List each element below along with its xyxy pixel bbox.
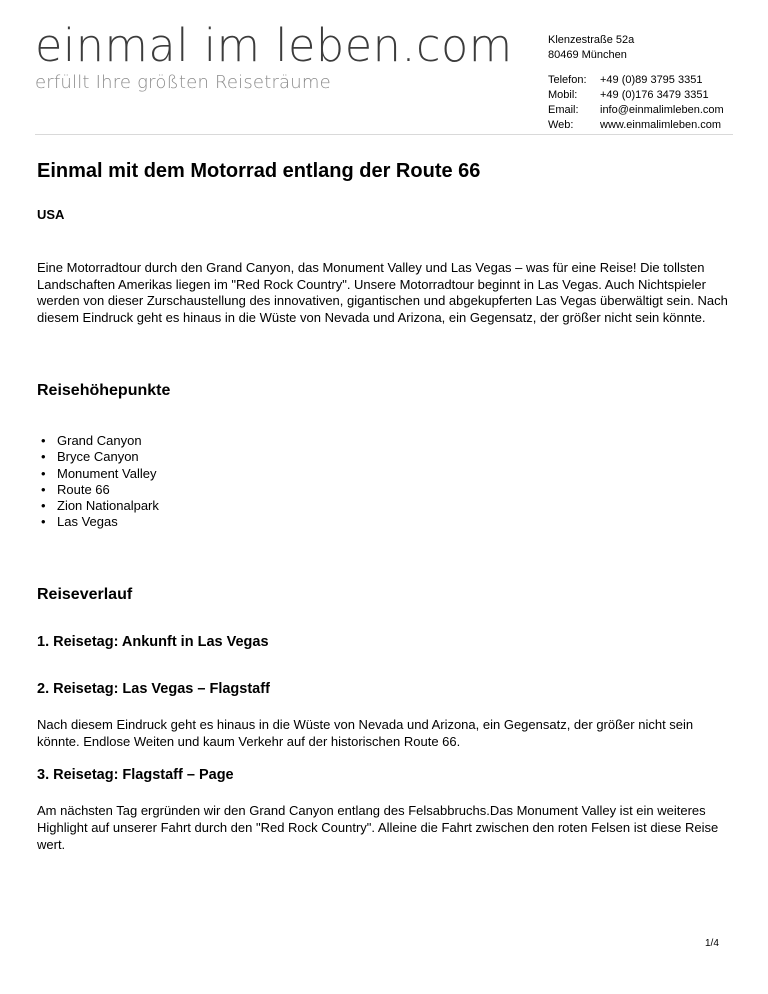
address-street: Klenzestraße 52a	[548, 34, 635, 46]
page-title: Einmal mit dem Motorrad entlang der Route 66	[37, 160, 481, 182]
list-item	[37, 514, 733, 530]
day-3-text: Am nächsten Tag ergründen wir den Grand Canyon entlang des Felsabbruchs.Das Monument Valley ist ein weiteres Highlight auf unserer Fahrt durch den "Red Rock Country". Alleine die Fahrt zwischen den roten Felsen ist diese Reise wert.	[37, 802, 719, 852]
list-item-label: Las Vegas	[57, 514, 118, 530]
list-item-label: Route 66	[57, 481, 110, 497]
contact-label: Mobil:	[548, 89, 578, 101]
contact-block	[548, 73, 724, 133]
itinerary-heading: Reiseverlauf	[37, 585, 133, 603]
contact-value: info@einmalimleben.com	[600, 104, 724, 116]
day-2-heading: 2. Reisetag: Las Vegas – Flagstaff	[37, 680, 270, 697]
bullet-icon: •	[41, 465, 46, 481]
header-divider	[35, 134, 733, 135]
list-item	[37, 482, 733, 498]
highlights-heading: Reisehöhepunkte	[37, 382, 171, 399]
list-item	[37, 449, 733, 465]
list-item-label: Zion Nationalpark	[57, 498, 159, 514]
company-logo	[35, 19, 515, 94]
bullet-icon: •	[41, 481, 46, 497]
contact-phone	[548, 73, 724, 88]
contact-value: +49 (0)89 3795 3351	[600, 74, 703, 86]
bullet-icon: •	[41, 514, 46, 530]
document-body	[37, 158, 733, 853]
bullet-icon: •	[41, 449, 46, 465]
logo-subtitle: erfüllt Ihre größten Reiseträume	[35, 72, 331, 93]
day-2-text: Nach diesem Eindruck geht es hinaus in die Wüste von Nevada und Arizona, ein Gegensatz, der größer nicht sein könnte. Endlose Weiten und kaum Verkehr auf der historischen Route 66.	[37, 716, 694, 749]
contact-value: www.einmalimleben.com	[600, 119, 722, 131]
day-1-heading: 1. Reisetag: Ankunft in Las Vegas	[37, 633, 269, 650]
list-item	[37, 498, 733, 514]
list-item	[37, 466, 733, 482]
address-city: 80469 München	[548, 49, 627, 61]
company-address	[548, 33, 634, 63]
intro-paragraph: Eine Motorradtour durch den Grand Canyon, das Monument Valley und Las Vegas – was für eine Reise! Die tollsten Landschaften Amerikas liegen im "Red Rock Country". Unsere Motorradtour beginnt in Las Vegas. Auch Nichtspieler werden von dieser Zurschaustellung des innovativen, gigantischen und abgekupferten Las Vegas überwältigt sein. Nach diesem Eindruck geht es hinaus in die Wüste von Nevada und Arizona, ein Gegensatz, der größer nicht sein könnte.	[37, 260, 728, 325]
contact-label: Telefon:	[548, 74, 587, 86]
contact-value: +49 (0)176 3479 3351	[600, 89, 709, 101]
contact-label: Email:	[548, 104, 579, 116]
day-3-heading: 3. Reisetag: Flagstaff – Page	[37, 766, 234, 783]
contact-label: Web:	[548, 119, 574, 131]
list-item-label: Grand Canyon	[57, 433, 142, 448]
page-number: 1/4	[705, 938, 719, 949]
list-item-label: Bryce Canyon	[57, 449, 139, 465]
contact-email	[548, 103, 724, 118]
bullet-icon: •	[41, 433, 46, 448]
highlights-list	[37, 433, 733, 531]
list-item-label: Monument Valley	[57, 465, 157, 481]
contact-web	[548, 118, 724, 133]
contact-mobile	[548, 88, 724, 103]
logo-title: einmal im leben.com	[35, 19, 513, 72]
list-item	[37, 433, 733, 449]
country-label: USA	[37, 207, 65, 222]
bullet-icon: •	[41, 498, 46, 514]
